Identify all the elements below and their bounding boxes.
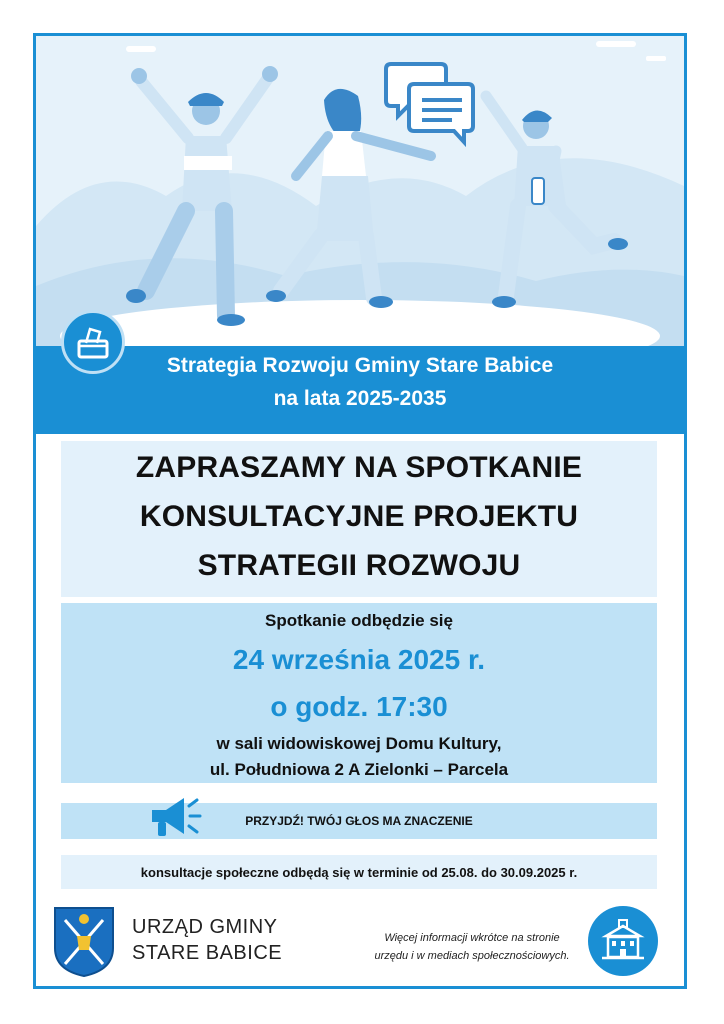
more-info-line2: urzędu i w mediach społecznościowych. (374, 950, 570, 962)
invitation-heading-line3: STRATEGII ROZWOJU (197, 549, 521, 582)
meeting-intro: Spotkanie odbędzie się (265, 611, 453, 630)
poster-frame (33, 33, 687, 989)
invitation-heading-line2: KONSULTACYJNE PROJEKTU (139, 500, 579, 533)
coat-of-arms-icon (53, 906, 115, 978)
meeting-place-line2: ul. Południowa 2 A Zielonki – Parcela (209, 760, 509, 779)
consultation-period-text: konsultacje społeczne odbędą się w terminie od 25.08. do 30.09.2025 r. (140, 865, 578, 880)
invitation-heading-line1: ZAPRASZAMY NA SPOTKANIE (135, 451, 583, 484)
town-hall-icon (588, 906, 658, 976)
strategy-title: Strategia Rozwoju Gminy Stare Babice (166, 354, 554, 377)
more-info-line1: Więcej informacji wkrótce na stronie (384, 932, 560, 944)
meeting-time: o godz. 17:30 (270, 691, 448, 722)
people-celebrating-illustration (36, 36, 684, 348)
meeting-place-line1: w sali widowiskowej Domu Kultury, (216, 734, 502, 753)
office-name-line2: STARE BABICE (132, 942, 283, 964)
hero-illustration (36, 36, 684, 348)
strategy-period: na lata 2025-2035 (273, 387, 447, 410)
office-name-line1: URZĄD GMINY (132, 916, 278, 938)
speech-bubbles-icon (386, 64, 473, 142)
cta-text: PRZYJDŹ! TWÓJ GŁOS MA ZNACZENIE (245, 814, 473, 828)
meeting-date: 24 września 2025 r. (232, 644, 486, 675)
